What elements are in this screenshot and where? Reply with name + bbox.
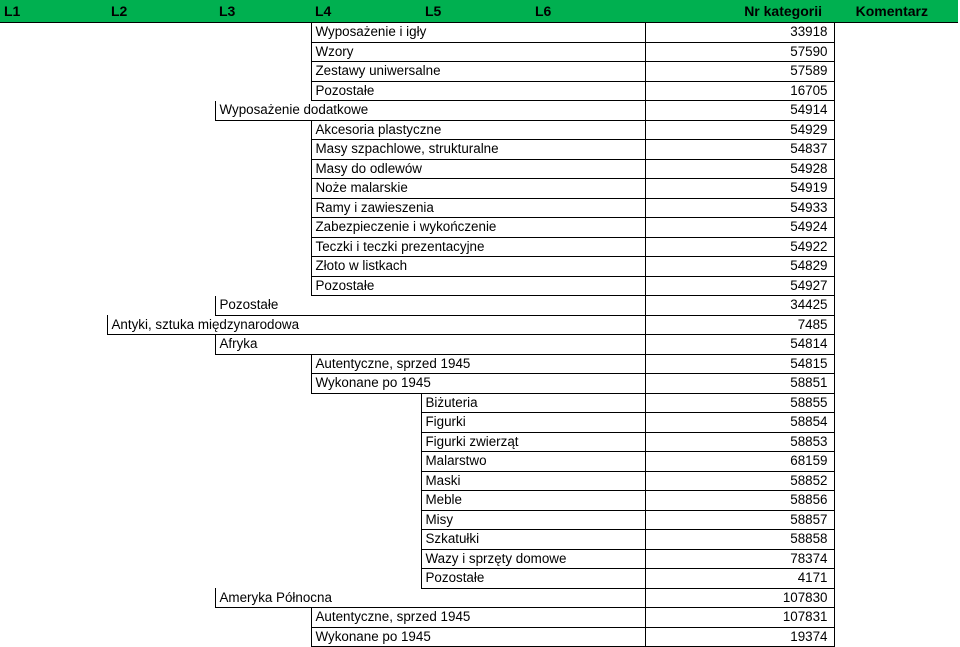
table-row <box>0 549 958 569</box>
empty-cell[interactable] <box>311 530 421 550</box>
category-code-cell[interactable]: 4171 <box>645 569 834 589</box>
comment-cell[interactable] <box>834 62 958 82</box>
empty-cell[interactable] <box>215 140 311 160</box>
comment-cell[interactable] <box>834 296 958 316</box>
table-row <box>0 218 958 238</box>
category-name-cell[interactable]: Wyposażenie i igły <box>311 23 645 43</box>
empty-cell[interactable] <box>107 159 215 179</box>
comment-cell[interactable] <box>834 120 958 140</box>
empty-cell[interactable] <box>0 491 107 511</box>
category-code-cell[interactable]: 54927 <box>645 276 834 296</box>
table-row <box>0 140 958 160</box>
category-name-cell[interactable]: Biżuteria <box>421 393 645 413</box>
header-l2[interactable]: L2 <box>107 0 215 23</box>
category-code-cell[interactable]: 78374 <box>645 549 834 569</box>
empty-cell[interactable] <box>0 374 107 394</box>
table-row <box>0 530 958 550</box>
empty-cell[interactable] <box>107 42 215 62</box>
empty-cell[interactable] <box>0 296 107 316</box>
empty-cell[interactable] <box>311 413 421 433</box>
empty-cell[interactable] <box>215 42 311 62</box>
empty-cell[interactable] <box>107 101 215 121</box>
empty-cell[interactable] <box>215 491 311 511</box>
category-name-cell[interactable]: Misy <box>421 510 645 530</box>
category-name-cell[interactable]: Szkatułki <box>421 530 645 550</box>
empty-cell[interactable] <box>107 179 215 199</box>
comment-cell[interactable] <box>834 569 958 589</box>
header-l1[interactable]: L1 <box>0 0 107 23</box>
category-name-cell[interactable]: Złoto w listkach <box>311 257 645 277</box>
empty-cell[interactable] <box>107 335 215 355</box>
category-code-cell[interactable]: 58853 <box>645 432 834 452</box>
empty-cell[interactable] <box>0 42 107 62</box>
empty-cell[interactable] <box>107 81 215 101</box>
category-code-cell[interactable]: 54929 <box>645 120 834 140</box>
category-name-cell[interactable]: Figurki <box>421 413 645 433</box>
category-name-cell[interactable]: Wyposażenie dodatkowe <box>215 101 645 121</box>
comment-cell[interactable] <box>834 374 958 394</box>
table-row <box>0 471 958 491</box>
comment-cell[interactable] <box>834 549 958 569</box>
table-row <box>0 296 958 316</box>
empty-cell[interactable] <box>107 140 215 160</box>
category-code-cell[interactable]: 16705 <box>645 81 834 101</box>
category-name-cell[interactable]: Ameryka Północna <box>215 588 645 608</box>
empty-cell[interactable] <box>311 452 421 472</box>
table-row <box>0 374 958 394</box>
category-code-cell[interactable]: 34425 <box>645 296 834 316</box>
empty-cell[interactable] <box>107 374 215 394</box>
empty-cell[interactable] <box>0 413 107 433</box>
category-name-cell[interactable]: Teczki i teczki prezentacyjne <box>311 237 645 257</box>
category-code-cell[interactable]: 7485 <box>645 315 834 335</box>
comment-cell[interactable] <box>834 510 958 530</box>
empty-cell[interactable] <box>107 588 215 608</box>
table-row <box>0 276 958 296</box>
empty-cell[interactable] <box>107 23 215 43</box>
comment-cell[interactable] <box>834 530 958 550</box>
empty-cell[interactable] <box>215 413 311 433</box>
comment-cell[interactable] <box>834 101 958 121</box>
table-body <box>0 23 958 647</box>
table-row <box>0 510 958 530</box>
comment-cell[interactable] <box>834 393 958 413</box>
table-row <box>0 335 958 355</box>
comment-cell[interactable] <box>834 23 958 43</box>
empty-cell[interactable] <box>311 491 421 511</box>
empty-cell[interactable] <box>0 510 107 530</box>
empty-cell[interactable] <box>0 315 107 335</box>
comment-cell[interactable] <box>834 42 958 62</box>
category-code-cell[interactable]: 107830 <box>645 588 834 608</box>
category-name-cell[interactable]: Zestawy uniwersalne <box>311 62 645 82</box>
empty-cell[interactable] <box>215 179 311 199</box>
category-name-cell[interactable]: Wazy i sprzęty domowe <box>421 549 645 569</box>
empty-cell[interactable] <box>107 413 215 433</box>
empty-cell[interactable] <box>0 432 107 452</box>
empty-cell[interactable] <box>215 510 311 530</box>
empty-cell[interactable] <box>0 101 107 121</box>
comment-cell[interactable] <box>834 159 958 179</box>
empty-cell[interactable] <box>215 237 311 257</box>
empty-cell[interactable] <box>215 257 311 277</box>
category-name-cell[interactable]: Pozostałe <box>311 276 645 296</box>
empty-cell[interactable] <box>0 393 107 413</box>
empty-cell[interactable] <box>0 140 107 160</box>
table-row <box>0 198 958 218</box>
category-code-cell[interactable]: 58851 <box>645 374 834 394</box>
empty-cell[interactable] <box>0 62 107 82</box>
empty-cell[interactable] <box>215 549 311 569</box>
comment-cell[interactable] <box>834 491 958 511</box>
table-row <box>0 42 958 62</box>
empty-cell[interactable] <box>311 471 421 491</box>
table-row <box>0 179 958 199</box>
empty-cell[interactable] <box>0 23 107 43</box>
empty-cell[interactable] <box>107 530 215 550</box>
comment-cell[interactable] <box>834 179 958 199</box>
category-name-cell[interactable]: Akcesoria plastyczne <box>311 120 645 140</box>
table-row <box>0 23 958 43</box>
category-name-cell[interactable]: Masy szpachlowe, strukturalne <box>311 140 645 160</box>
category-code-cell[interactable]: 54922 <box>645 237 834 257</box>
empty-cell[interactable] <box>215 218 311 238</box>
table-row <box>0 81 958 101</box>
empty-cell[interactable] <box>311 549 421 569</box>
table-row <box>0 120 958 140</box>
category-code-cell[interactable]: 58852 <box>645 471 834 491</box>
empty-cell[interactable] <box>0 81 107 101</box>
category-code-cell[interactable]: 58855 <box>645 393 834 413</box>
empty-cell[interactable] <box>107 62 215 82</box>
comment-cell[interactable] <box>834 413 958 433</box>
empty-cell[interactable] <box>0 237 107 257</box>
empty-cell[interactable] <box>107 549 215 569</box>
comment-cell[interactable] <box>834 471 958 491</box>
category-name-cell[interactable]: Maski <box>421 471 645 491</box>
category-code-cell[interactable]: 54928 <box>645 159 834 179</box>
category-name-cell[interactable]: Meble <box>421 491 645 511</box>
empty-cell[interactable] <box>311 510 421 530</box>
empty-cell[interactable] <box>107 627 215 647</box>
category-name-cell[interactable]: Figurki zwierząt <box>421 432 645 452</box>
empty-cell[interactable] <box>0 471 107 491</box>
empty-cell[interactable] <box>107 296 215 316</box>
empty-cell[interactable] <box>107 569 215 589</box>
empty-cell[interactable] <box>107 198 215 218</box>
category-code-cell[interactable]: 57589 <box>645 62 834 82</box>
empty-cell[interactable] <box>0 530 107 550</box>
comment-cell[interactable] <box>834 257 958 277</box>
comment-cell[interactable] <box>834 452 958 472</box>
category-name-cell[interactable]: Zabezpieczenie i wykończenie <box>311 218 645 238</box>
empty-cell[interactable] <box>107 393 215 413</box>
category-name-cell[interactable]: Ramy i zawieszenia <box>311 198 645 218</box>
table-row <box>0 101 958 121</box>
empty-cell[interactable] <box>311 393 421 413</box>
category-name-cell[interactable]: Masy do odlewów <box>311 159 645 179</box>
empty-cell[interactable] <box>215 374 311 394</box>
empty-cell[interactable] <box>215 530 311 550</box>
category-name-cell[interactable]: Noże malarskie <box>311 179 645 199</box>
empty-cell[interactable] <box>0 627 107 647</box>
empty-cell[interactable] <box>0 452 107 472</box>
table-row <box>0 237 958 257</box>
table-row <box>0 432 958 452</box>
comment-cell[interactable] <box>834 198 958 218</box>
empty-cell[interactable] <box>0 354 107 374</box>
category-code-cell[interactable]: 58854 <box>645 413 834 433</box>
empty-cell[interactable] <box>0 179 107 199</box>
table-row <box>0 452 958 472</box>
comment-cell[interactable] <box>834 335 958 355</box>
empty-cell[interactable] <box>107 237 215 257</box>
empty-cell[interactable] <box>0 218 107 238</box>
empty-cell[interactable] <box>107 218 215 238</box>
empty-cell[interactable] <box>107 491 215 511</box>
empty-cell[interactable] <box>107 608 215 628</box>
comment-cell[interactable] <box>834 237 958 257</box>
empty-cell[interactable] <box>0 198 107 218</box>
empty-cell[interactable] <box>215 81 311 101</box>
comment-cell[interactable] <box>834 218 958 238</box>
empty-cell[interactable] <box>215 120 311 140</box>
table-row <box>0 608 958 628</box>
empty-cell[interactable] <box>215 471 311 491</box>
table-row <box>0 393 958 413</box>
empty-cell[interactable] <box>0 257 107 277</box>
comment-cell[interactable] <box>834 140 958 160</box>
header-l5[interactable]: L5 <box>421 0 531 23</box>
empty-cell[interactable] <box>215 159 311 179</box>
comment-cell[interactable] <box>834 608 958 628</box>
category-code-cell[interactable]: 54933 <box>645 198 834 218</box>
category-name-cell[interactable]: Malarstwo <box>421 452 645 472</box>
header-l4[interactable]: L4 <box>311 0 421 23</box>
category-code-cell[interactable]: 107831 <box>645 608 834 628</box>
empty-cell[interactable] <box>215 452 311 472</box>
category-name-cell[interactable]: Antyki, sztuka międzynarodowa <box>107 315 645 335</box>
comment-cell[interactable] <box>834 276 958 296</box>
empty-cell[interactable] <box>107 120 215 140</box>
empty-cell[interactable] <box>0 120 107 140</box>
category-code-cell[interactable]: 58857 <box>645 510 834 530</box>
empty-cell[interactable] <box>107 257 215 277</box>
empty-cell[interactable] <box>0 569 107 589</box>
comment-cell[interactable] <box>834 627 958 647</box>
empty-cell[interactable] <box>215 569 311 589</box>
table-row <box>0 315 958 335</box>
category-code-cell[interactable]: 58858 <box>645 530 834 550</box>
category-name-cell[interactable]: Autentyczne, sprzed 1945 <box>311 608 645 628</box>
comment-cell[interactable] <box>834 81 958 101</box>
table-row <box>0 62 958 82</box>
category-name-cell[interactable]: Pozostałe <box>311 81 645 101</box>
category-name-cell[interactable]: Wzory <box>311 42 645 62</box>
header-komentarz[interactable]: Komentarz <box>834 0 958 23</box>
empty-cell[interactable] <box>215 627 311 647</box>
category-code-cell[interactable]: 54919 <box>645 179 834 199</box>
empty-cell[interactable] <box>107 452 215 472</box>
header-l6[interactable]: L6 <box>531 0 645 23</box>
empty-cell[interactable] <box>0 549 107 569</box>
empty-cell[interactable] <box>311 432 421 452</box>
category-code-cell[interactable]: 54924 <box>645 218 834 238</box>
header-l3[interactable]: L3 <box>215 0 311 23</box>
empty-cell[interactable] <box>107 432 215 452</box>
category-code-cell[interactable]: 54914 <box>645 101 834 121</box>
category-code-cell[interactable]: 33918 <box>645 23 834 43</box>
comment-cell[interactable] <box>834 432 958 452</box>
table-row <box>0 588 958 608</box>
table-row <box>0 491 958 511</box>
category-code-cell[interactable]: 54814 <box>645 335 834 355</box>
empty-cell[interactable] <box>107 354 215 374</box>
category-name-cell[interactable]: Wykonane po 1945 <box>311 627 645 647</box>
table-row <box>0 413 958 433</box>
empty-cell[interactable] <box>311 569 421 589</box>
empty-cell[interactable] <box>0 335 107 355</box>
empty-cell[interactable] <box>215 198 311 218</box>
category-code-cell[interactable]: 68159 <box>645 452 834 472</box>
table-row <box>0 627 958 647</box>
category-code-cell[interactable]: 58856 <box>645 491 834 511</box>
comment-cell[interactable] <box>834 315 958 335</box>
table-row <box>0 354 958 374</box>
comment-cell[interactable] <box>834 588 958 608</box>
empty-cell[interactable] <box>0 276 107 296</box>
table-row <box>0 159 958 179</box>
category-code-cell[interactable]: 54829 <box>645 257 834 277</box>
empty-cell[interactable] <box>0 608 107 628</box>
empty-cell[interactable] <box>215 432 311 452</box>
empty-cell[interactable] <box>215 608 311 628</box>
empty-cell[interactable] <box>107 510 215 530</box>
empty-cell[interactable] <box>107 471 215 491</box>
empty-cell[interactable] <box>215 276 311 296</box>
category-name-cell[interactable]: Pozostałe <box>215 296 645 316</box>
comment-cell[interactable] <box>834 354 958 374</box>
category-code-cell[interactable]: 54815 <box>645 354 834 374</box>
category-name-cell[interactable]: Autentyczne, sprzed 1945 <box>311 354 645 374</box>
category-name-cell[interactable]: Afryka <box>215 335 645 355</box>
empty-cell[interactable] <box>215 62 311 82</box>
category-code-cell[interactable]: 57590 <box>645 42 834 62</box>
table-row <box>0 569 958 589</box>
empty-cell[interactable] <box>107 276 215 296</box>
category-code-cell[interactable]: 54837 <box>645 140 834 160</box>
table-row <box>0 257 958 277</box>
empty-cell[interactable] <box>0 588 107 608</box>
empty-cell[interactable] <box>215 354 311 374</box>
empty-cell[interactable] <box>215 23 311 43</box>
header-nr-kategorii[interactable]: Nr kategorii <box>645 0 834 23</box>
category-name-cell[interactable]: Pozostałe <box>421 569 645 589</box>
empty-cell[interactable] <box>0 159 107 179</box>
header-row <box>0 0 958 23</box>
category-name-cell[interactable]: Wykonane po 1945 <box>311 374 645 394</box>
category-code-cell[interactable]: 19374 <box>645 627 834 647</box>
empty-cell[interactable] <box>215 393 311 413</box>
